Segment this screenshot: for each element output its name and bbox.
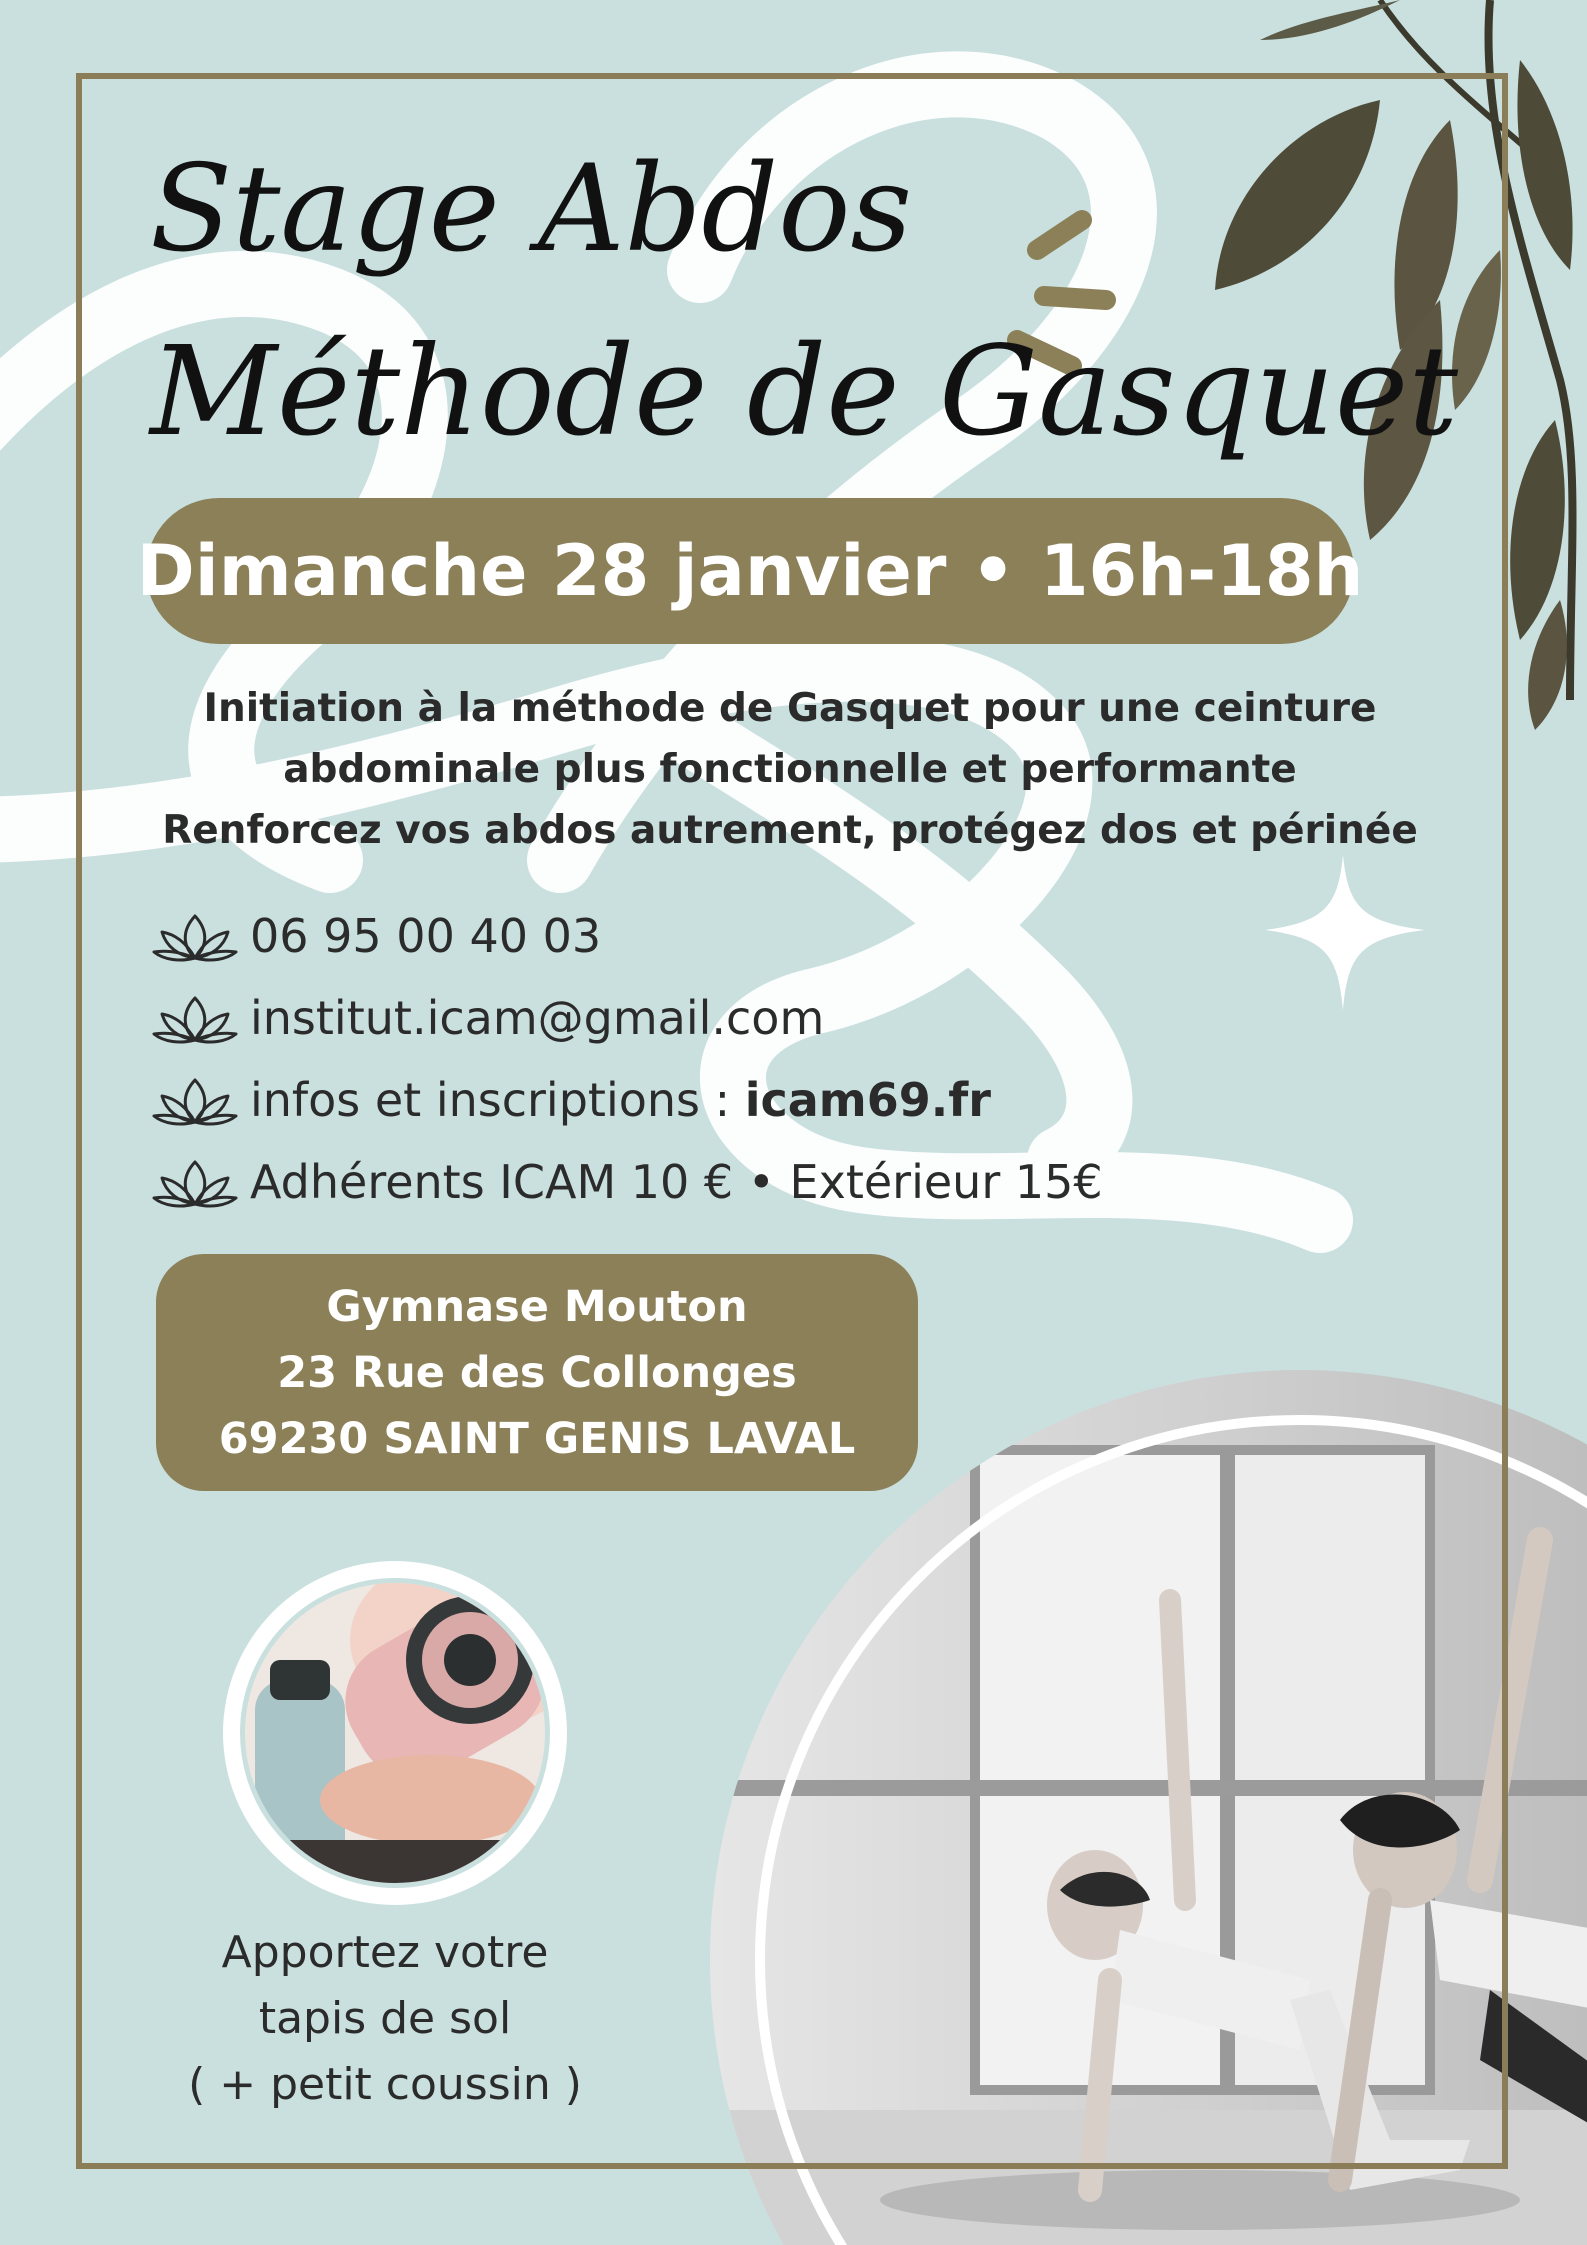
email-address[interactable]: institut.icam@gmail.com	[250, 991, 825, 1045]
bring-line: Apportez votre	[221, 1927, 549, 1978]
website-prefix: infos et inscriptions :	[250, 1073, 745, 1127]
info-email	[150, 977, 1103, 1059]
street-address: 23 Rue des Collonges	[277, 1347, 797, 1398]
bring-line: tapis de sol	[258, 1993, 512, 2044]
lotus-icon	[150, 1072, 240, 1128]
address-box	[156, 1254, 918, 1491]
phone-number[interactable]: 06 95 00 40 03	[250, 909, 602, 963]
description-line: abdominale plus fonctionnelle et performante	[283, 747, 1297, 792]
bring-note	[130, 1920, 640, 2118]
lotus-icon	[150, 990, 240, 1046]
info-website	[150, 1059, 1103, 1141]
lotus-icon	[150, 1154, 240, 1210]
description-line: Renforcez vos abdos autrement, protégez dos et périnée	[162, 808, 1418, 853]
venue-name: Gymnase Mouton	[326, 1281, 748, 1332]
date-time-banner: Dimanche 28 janvier • 16h-18h	[146, 498, 1354, 644]
price-info: Adhérents ICAM 10 € • Extérieur 15€	[250, 1155, 1103, 1209]
description	[100, 678, 1480, 861]
info-phone	[150, 895, 1103, 977]
info-prices	[150, 1141, 1103, 1223]
info-list	[150, 895, 1103, 1223]
title-line-2: Méthode de Gasquet	[150, 320, 1459, 464]
bring-line: ( + petit coussin )	[188, 2059, 582, 2110]
lotus-icon	[150, 908, 240, 964]
city-address: 69230 SAINT GENIS LAVAL	[218, 1413, 856, 1464]
description-line: Initiation à la méthode de Gasquet pour une ceinture	[203, 686, 1377, 731]
title-line-1: Stage Abdos	[150, 140, 913, 279]
website-link[interactable]: icam69.fr	[744, 1073, 991, 1127]
